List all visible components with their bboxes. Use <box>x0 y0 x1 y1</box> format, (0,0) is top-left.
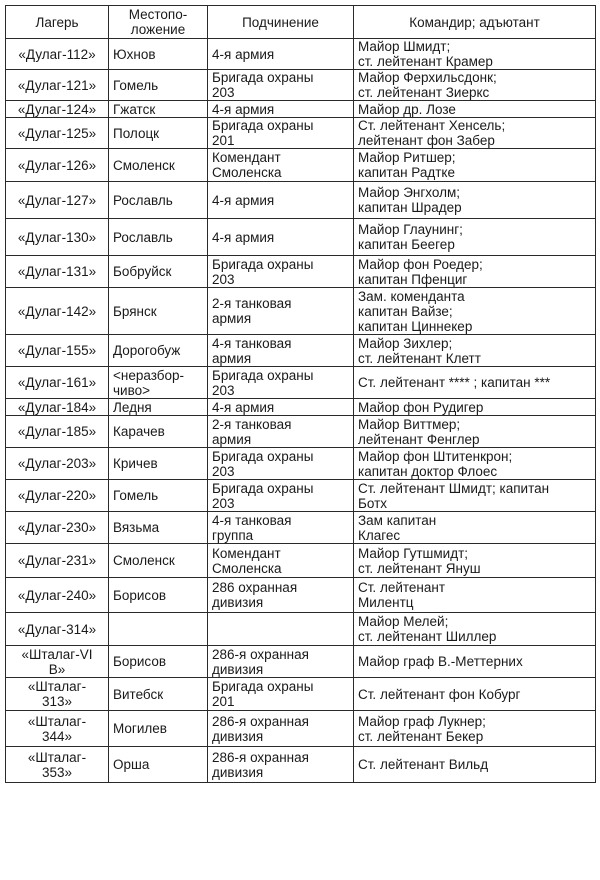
table-header <box>6 6 596 39</box>
camp-cell: «Дулаг-127» <box>6 182 109 219</box>
table-row <box>6 288 596 335</box>
location-cell: Бобруйск <box>109 256 208 288</box>
subordination-cell: 286-я охранная дивизия <box>208 747 354 783</box>
commander-cell: Ст. лейтенант Милентц <box>354 578 596 613</box>
location-cell: Кричев <box>109 448 208 480</box>
commander-cell: Майор Ферхильсдонк; ст. лейтенант Зиеркс <box>354 70 596 101</box>
subordination-cell: 4-я танковая группа <box>208 512 354 544</box>
subordination-cell: Бригада охраны 203 <box>208 256 354 288</box>
commander-cell: Майор фон Рудигер <box>354 399 596 416</box>
camp-cell: «Дулаг-142» <box>6 288 109 335</box>
table-row <box>6 219 596 256</box>
commander-cell: Майор Глаунинг; капитан Беегер <box>354 219 596 256</box>
camp-cell: «Дулаг-125» <box>6 118 109 149</box>
table-row <box>6 747 596 783</box>
location-cell: Могилев <box>109 711 208 747</box>
camp-cell: «Дулаг-124» <box>6 101 109 118</box>
commander-cell: Зам. коменданта капитан Вайзе; капитан Циннекер <box>354 288 596 335</box>
commander-cell: Майор фон Роедер; капитан Пфенциг <box>354 256 596 288</box>
camp-cell: «Дулаг-230» <box>6 512 109 544</box>
commander-cell: Майор др. Лозе <box>354 101 596 118</box>
commander-cell: Ст. лейтенант Шмидт; капитан Ботх <box>354 480 596 512</box>
location-cell: Гомель <box>109 70 208 101</box>
commander-cell: Майор Зихлер; ст. лейтенант Клетт <box>354 335 596 367</box>
subordination-cell: Бригада охраны 201 <box>208 118 354 149</box>
subordination-cell: Бригада охраны 203 <box>208 480 354 512</box>
location-cell: Дорогобуж <box>109 335 208 367</box>
table-row <box>6 367 596 399</box>
table-row <box>6 182 596 219</box>
commander-cell: Майор Шмидт; ст. лейтенант Крамер <box>354 39 596 70</box>
subordination-cell: 4-я армия <box>208 101 354 118</box>
subordination-cell: Бригада охраны 203 <box>208 448 354 480</box>
camp-cell: «Дулаг-161» <box>6 367 109 399</box>
header-row <box>6 6 596 39</box>
location-cell: Карачев <box>109 416 208 448</box>
table-row <box>6 678 596 711</box>
commander-cell: Майор Гутшмидт; ст. лейтенант Януш <box>354 544 596 578</box>
location-cell: Гомель <box>109 480 208 512</box>
header-subordination: Подчинение <box>208 6 354 39</box>
camp-cell: «Дулаг-112» <box>6 39 109 70</box>
header-commander: Командир; адъютант <box>354 6 596 39</box>
table-body <box>6 39 596 783</box>
subordination-cell: 4-я армия <box>208 39 354 70</box>
table-row <box>6 480 596 512</box>
subordination-cell: 286-я охранная дивизия <box>208 646 354 678</box>
subordination-cell: 286 охранная дивизия <box>208 578 354 613</box>
subordination-cell: Бригада охраны 203 <box>208 367 354 399</box>
location-cell: Рославль <box>109 182 208 219</box>
camp-cell: «Дулаг-131» <box>6 256 109 288</box>
location-cell: Гжатск <box>109 101 208 118</box>
camp-cell: «Дулаг-240» <box>6 578 109 613</box>
subordination-cell: Комендант Смоленска <box>208 544 354 578</box>
commander-cell: Майор Мелей; ст. лейтенант Шиллер <box>354 613 596 646</box>
subordination-cell: 4-я танковая армия <box>208 335 354 367</box>
commander-cell: Майор Виттмер; лейтенант Фенглер <box>354 416 596 448</box>
table-row <box>6 399 596 416</box>
table-row <box>6 646 596 678</box>
location-cell: Вязьма <box>109 512 208 544</box>
camp-cell: «Дулаг-121» <box>6 70 109 101</box>
table-row <box>6 544 596 578</box>
commander-cell: Майор граф В.-Меттерних <box>354 646 596 678</box>
location-cell: Орша <box>109 747 208 783</box>
table-row <box>6 335 596 367</box>
commander-cell: Зам капитан Клагес <box>354 512 596 544</box>
camp-cell: «Дулаг-185» <box>6 416 109 448</box>
subordination-cell: Бригада охраны 201 <box>208 678 354 711</box>
camp-cell: «Шталаг-VI B» <box>6 646 109 678</box>
camp-cell: «Дулаг-126» <box>6 149 109 182</box>
subordination-cell: 286-я охранная дивизия <box>208 711 354 747</box>
location-cell <box>109 613 208 646</box>
subordination-cell: Комендант Смоленска <box>208 149 354 182</box>
subordination-cell: Бригада охраны 203 <box>208 70 354 101</box>
commander-cell: Майор Ритшер; капитан Радтке <box>354 149 596 182</box>
subordination-cell: 4-я армия <box>208 399 354 416</box>
table-row <box>6 101 596 118</box>
subordination-cell: 4-я армия <box>208 182 354 219</box>
location-cell: Борисов <box>109 646 208 678</box>
commander-cell: Майор Энгхолм; капитан Шрадер <box>354 182 596 219</box>
camp-cell: «Дулаг-130» <box>6 219 109 256</box>
table-row <box>6 512 596 544</box>
commander-cell: Ст. лейтенант Вильд <box>354 747 596 783</box>
camp-cell: «Дулаг-155» <box>6 335 109 367</box>
commander-cell: Майор граф Лукнер; ст. лейтенант Бекер <box>354 711 596 747</box>
location-cell: Ледня <box>109 399 208 416</box>
table-row <box>6 578 596 613</box>
camp-cell: «Дулаг-203» <box>6 448 109 480</box>
header-location: Местопо- ложение <box>109 6 208 39</box>
header-camp: Лагерь <box>6 6 109 39</box>
subordination-cell: 4-я армия <box>208 219 354 256</box>
table-row <box>6 711 596 747</box>
table-row <box>6 613 596 646</box>
camp-cell: «Дулаг-314» <box>6 613 109 646</box>
location-cell: Борисов <box>109 578 208 613</box>
location-cell: Брянск <box>109 288 208 335</box>
location-cell: Смоленск <box>109 149 208 182</box>
commander-cell: Ст. лейтенант **** ; капитан *** <box>354 367 596 399</box>
location-cell: Юхнов <box>109 39 208 70</box>
camps-table <box>5 5 596 783</box>
camp-cell: «Дулаг-220» <box>6 480 109 512</box>
location-cell: Смоленск <box>109 544 208 578</box>
location-cell: Полоцк <box>109 118 208 149</box>
commander-cell: Ст. лейтенант Хенсель; лейтенант фон Забер <box>354 118 596 149</box>
table-row <box>6 416 596 448</box>
commander-cell: Ст. лейтенант фон Кобург <box>354 678 596 711</box>
location-cell: Рославль <box>109 219 208 256</box>
subordination-cell: 2-я танковая армия <box>208 416 354 448</box>
camp-cell: «Дулаг-231» <box>6 544 109 578</box>
camp-cell: «Дулаг-184» <box>6 399 109 416</box>
table-row <box>6 39 596 70</box>
location-cell: <неразбор- чиво> <box>109 367 208 399</box>
location-cell: Витебск <box>109 678 208 711</box>
table-row <box>6 149 596 182</box>
table-row <box>6 118 596 149</box>
table-row <box>6 448 596 480</box>
camp-cell: «Шталаг- 353» <box>6 747 109 783</box>
commander-cell: Майор фон Штитенкрон; капитан доктор Флоес <box>354 448 596 480</box>
table-row <box>6 70 596 101</box>
subordination-cell <box>208 613 354 646</box>
camp-cell: «Шталаг- 313» <box>6 678 109 711</box>
table-row <box>6 256 596 288</box>
subordination-cell: 2-я танковая армия <box>208 288 354 335</box>
camp-cell: «Шталаг- 344» <box>6 711 109 747</box>
